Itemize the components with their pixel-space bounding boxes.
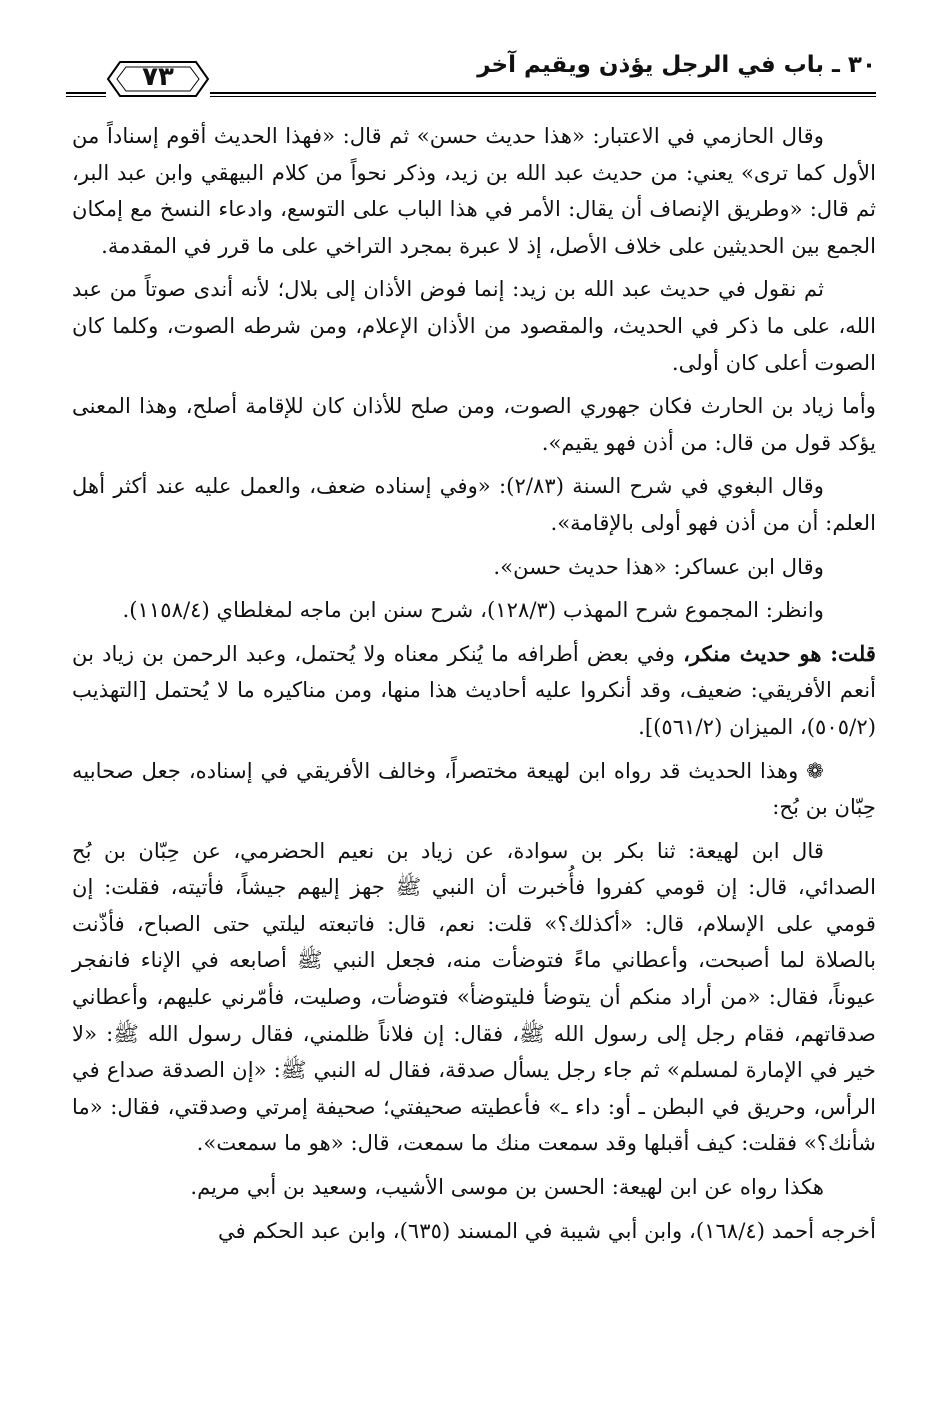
paragraph: وأما زياد بن الحارث فكان جهوري الصوت، ومن صلح للأذان كان للإقامة أصلح، وهذا المعنى يؤكد قول من قال: من أذن فهو يقيم».: [72, 393, 876, 455]
main-text: [72, 118, 876, 1256]
paragraph-lead: قلت: هو حديث منكر،: [683, 640, 876, 666]
page-header: [66, 42, 876, 102]
page-number-badge: [106, 58, 210, 100]
chapter-title: ٣٠ ـ باب في الرجل يؤذن ويقيم آخر: [477, 52, 876, 78]
paragraph: ثم نقول في حديث عبد الله بن زيد: إنما فوض الأذان إلى بلال؛ لأنه أندى صوتاً من عبد الله، على ما ذكر في الحديث، والمقصود من الأذان الإعلام، ومن شرطه الصوت، وكلما كان الصوت أعلى كان أولى.: [72, 276, 876, 375]
paragraph: وقال ابن عساكر: «هذا حديث حسن».: [493, 553, 824, 579]
paragraph-body: وفي بعض أطرافه ما يُنكر معناه ولا يُحتمل، وعبد الرحمن بن زياد بن أنعم الأفريقي: ضعيف، وقد أنكروا عليه أحاديث هذا منها، ومن مناكيره ما لا يُحتمل [التهذيب (٥٠٥/٢)، الميزان (٥٦١/٢)].: [72, 640, 876, 739]
paragraph: وقال البغوي في شرح السنة (٢/٨٣): «وفي إسناده ضعف، والعمل عليه عند أكثر أهل العلم: أن من أذن فهو أولى بالإقامة».: [72, 473, 876, 535]
paragraph: هكذا رواه عن ابن لهيعة: الحسن بن موسى الأشيب، وسعيد بن أبي مريم.: [190, 1174, 824, 1200]
paragraph: وقال الحازمي في الاعتبار: «هذا حديث حسن» ثم قال: «فهذا الحديث أقوم إسناداً من الأول كما ترى» يعني: من حديث عبد الله بن زيد، وذكر نحواً من كلام البيهقي وابن عبد البر، ثم قال: «وطريق الإنصاف أن يقال: الأمر في هذا الباب على التوسع، وادعاء النسخ مع إمكان الجمع بين الحديثين على خلاف الأصل، إذ لا عبرة بمجرد التراخي على ما قرر في المقدمة.: [72, 123, 876, 258]
paragraph: [72, 636, 876, 746]
paragraph: قال ابن لهيعة: ثنا بكر بن سوادة، عن زياد بن نعيم الحضرمي، عن حِبّان بن بُح الصدائي، قال: إن قومي كفروا فأُخبرت أن النبي ﷺ جهز إليهم جيشاً، فأتيته، فقلت: إن قومي على الإسلام، قال: «أكذلك؟» قلت: نعم، قال: فاتبعته ليلتي حتى الصباح، فأذّنت بالصلاة لما أصبحت، وأعطاني ماءً فتوضأت منه، فجعل النبي ﷺ أصابعه في الإناء فانفجر عيوناً، فقال: «من أراد منكم أن يتوضأ فليتوضأ» فتوضأت، وصليت، فأمّرني عليهم، وأعطاني صدقاتهم، فقام رجل إلى رسول الله ﷺ، فقال: إن فلاناً ظلمني، فقال رسول الله ﷺ: «لا خير في الإمارة لمسلم» ثم جاء رجل يسأل صدقة، فقال له النبي ﷺ: «إن الصدقة صداع في الرأس، وحريق في البطن ـ أو: داء ـ» فأعطيته صحيفتي؛ صحيفة إمرتي وصدقتي، فقال: «ما شأنك؟» فقلت: كيف أقبلها وقد سمعت منك ما سمعت، قال: «هو ما سمعت».: [72, 837, 876, 1156]
paragraph: وانظر: المجموع شرح المهذب (١٢٨/٣)، شرح سنن ابن ماجه لمغلطاي (١١٥٨/٤).: [122, 597, 824, 623]
page-number: ٧٣: [142, 62, 174, 92]
paragraph: ❁ وهذا الحديث قد رواه ابن لهيعة مختصراً، وخالف الأفريقي في إسناده، جعل صحابيه حِبّان بن بُح:: [72, 757, 876, 820]
paragraph: أخرجه أحمد (١٦٨/٤)، وابن أبي شيبة في المسند (٦٣٥)، وابن عبد الحكم في: [217, 1217, 876, 1243]
